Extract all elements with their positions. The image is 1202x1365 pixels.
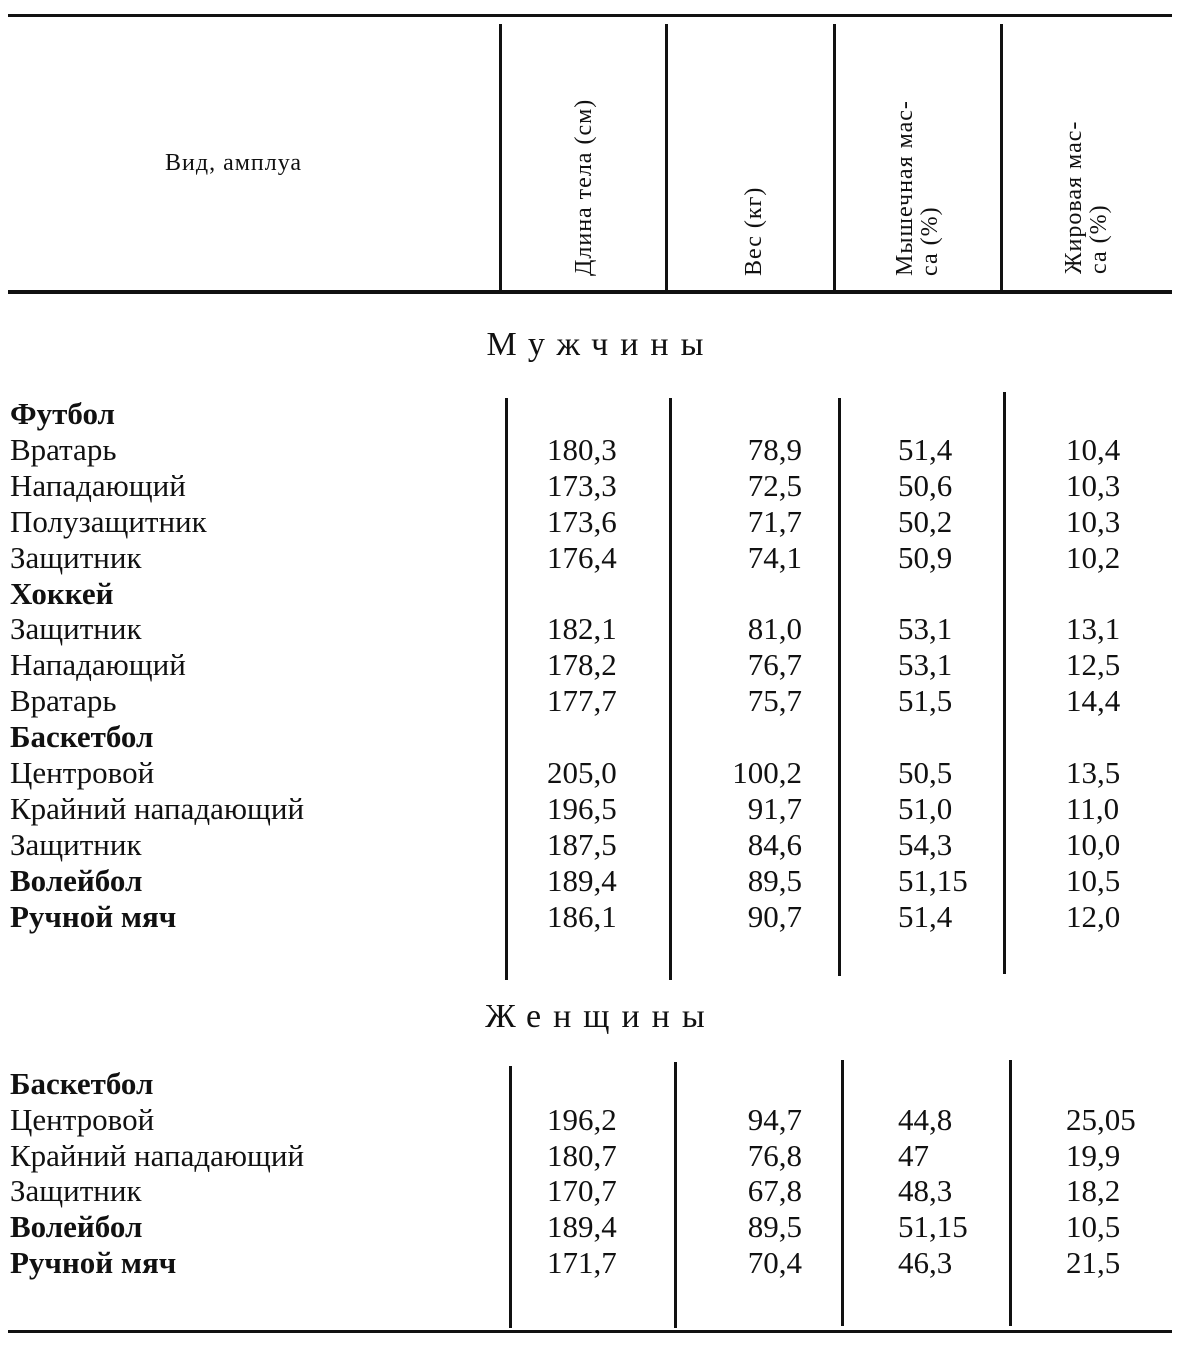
row-label: Нападающий — [10, 467, 186, 503]
body-length-cell: 176,4 — [547, 539, 617, 575]
row-label: Баскетбол — [10, 1066, 154, 1101]
body-length-cell: 196,5 — [547, 790, 617, 826]
body-length-cell: 173,3 — [547, 467, 617, 503]
weight-cell: 90,7 — [747, 898, 802, 934]
weight-cell: 89,5 — [747, 862, 802, 898]
table-row-group — [0, 1245, 1202, 1281]
header-body-length-line: Длина тела (см) — [571, 98, 597, 276]
weight-cell: 81,0 — [747, 611, 802, 647]
row-label: Волейбол — [10, 862, 143, 898]
muscle-mass-cell: 53,1 — [898, 647, 953, 683]
header-body-length — [572, 99, 597, 276]
muscle-mass-cell: 50,5 — [898, 755, 953, 790]
row-label: Ручной мяч — [10, 1245, 177, 1280]
body-length-cell: 178,2 — [547, 647, 617, 683]
row-label: Крайний нападающий — [10, 790, 305, 826]
fat-mass-cell: 12,5 — [1066, 647, 1121, 683]
body-length-cell: 180,3 — [547, 431, 617, 467]
body-length-cell: 187,5 — [547, 826, 617, 862]
body-length-cell: 170,7 — [547, 1173, 617, 1209]
table-row-group — [0, 396, 1202, 432]
body-length-cell: 186,1 — [547, 898, 617, 934]
table-row-group — [0, 899, 1202, 935]
muscle-mass-cell: 50,2 — [898, 503, 953, 539]
row-label: Центровой — [10, 1101, 155, 1137]
weight-cell: 89,5 — [747, 1209, 802, 1245]
row-label: Полузащитник — [10, 503, 207, 539]
muscle-mass-cell: 50,6 — [898, 467, 953, 503]
header-divider — [833, 24, 836, 290]
table-row-group — [0, 719, 1202, 755]
weight-cell: 71,7 — [747, 503, 802, 539]
header-sport-role: Вид, амплуа — [165, 150, 303, 176]
table-row — [0, 683, 1202, 719]
fat-mass-cell: 11,0 — [1066, 790, 1120, 826]
header-fat-mass-line: Жировая мас- — [1061, 120, 1087, 274]
section-title-women: Женщины — [485, 998, 717, 1035]
row-label: Футбол — [10, 396, 115, 431]
fat-mass-cell: 18,2 — [1066, 1173, 1121, 1209]
fat-mass-cell: 10,5 — [1066, 1209, 1121, 1245]
header-weight — [742, 187, 767, 276]
header-muscle-mass-line: Мышечная мас- — [892, 100, 918, 276]
fat-mass-cell: 10,2 — [1066, 539, 1121, 575]
row-label: Защитник — [10, 826, 142, 862]
header-divider — [665, 24, 668, 290]
row-label: Защитник — [10, 1173, 142, 1209]
table-row — [0, 755, 1202, 791]
section-title-men: Мужчины — [486, 326, 716, 363]
fat-mass-cell: 10,5 — [1066, 862, 1121, 898]
row-label: Вратарь — [10, 683, 117, 719]
row-label: Нападающий — [10, 647, 186, 683]
muscle-mass-cell: 51,5 — [898, 683, 953, 719]
table-row-group — [0, 1209, 1202, 1245]
muscle-mass-cell: 44,8 — [898, 1101, 953, 1137]
body-length-cell: 189,4 — [547, 1209, 617, 1245]
fat-mass-cell: 21,5 — [1066, 1245, 1121, 1280]
muscle-mass-cell: 51,0 — [898, 790, 953, 826]
weight-cell: 72,5 — [747, 467, 802, 503]
weight-cell: 70,4 — [747, 1245, 802, 1280]
weight-cell: 84,6 — [747, 826, 802, 862]
header-weight-line: Вес (кг) — [741, 186, 767, 276]
weight-cell: 75,7 — [747, 683, 802, 719]
header-muscle-mass — [893, 100, 943, 276]
row-label: Волейбол — [10, 1209, 143, 1245]
table-row — [0, 827, 1202, 863]
muscle-mass-cell: 54,3 — [898, 826, 953, 862]
header-fat-mass — [1062, 121, 1112, 274]
muscle-mass-cell: 46,3 — [898, 1245, 953, 1280]
row-label: Центровой — [10, 755, 155, 790]
table-row — [0, 504, 1202, 540]
table-row — [0, 1138, 1202, 1174]
header-fat-mass-line: са (%) — [1086, 204, 1112, 274]
weight-cell: 78,9 — [747, 431, 802, 467]
table-row — [0, 432, 1202, 468]
table-row — [0, 1102, 1202, 1138]
table-row — [0, 791, 1202, 827]
fat-mass-cell: 12,0 — [1066, 898, 1121, 934]
weight-cell: 67,8 — [747, 1173, 802, 1209]
body-length-cell: 189,4 — [547, 862, 617, 898]
weight-cell: 74,1 — [747, 539, 802, 575]
fat-mass-cell: 10,3 — [1066, 467, 1121, 503]
row-label: Вратарь — [10, 431, 117, 467]
muscle-mass-cell: 51,4 — [898, 898, 953, 934]
fat-mass-cell: 25,05 — [1066, 1101, 1136, 1137]
muscle-mass-cell: 47 — [898, 1137, 929, 1173]
row-label: Ручной мяч — [10, 898, 177, 934]
table-row — [0, 468, 1202, 504]
fat-mass-cell: 13,1 — [1066, 611, 1121, 647]
table-row — [0, 611, 1202, 647]
fat-mass-cell: 14,4 — [1066, 683, 1121, 719]
muscle-mass-cell: 48,3 — [898, 1173, 953, 1209]
table-row — [0, 1173, 1202, 1209]
top-rule — [8, 14, 1172, 17]
header-rule — [8, 290, 1172, 294]
body-length-cell: 180,7 — [547, 1137, 617, 1173]
table-row — [0, 647, 1202, 683]
row-label: Баскетбол — [10, 719, 154, 755]
header-muscle-mass-line: са (%) — [917, 206, 943, 276]
fat-mass-cell: 10,0 — [1066, 826, 1121, 862]
row-label: Хоккей — [10, 575, 114, 611]
body-length-cell: 182,1 — [547, 611, 617, 647]
fat-mass-cell: 10,4 — [1066, 431, 1121, 467]
weight-cell: 91,7 — [747, 790, 802, 826]
weight-cell: 76,7 — [747, 647, 802, 683]
row-label: Крайний нападающий — [10, 1137, 305, 1173]
row-label: Защитник — [10, 611, 142, 647]
bottom-rule — [8, 1330, 1172, 1333]
fat-mass-cell: 19,9 — [1066, 1137, 1121, 1173]
body-length-cell: 177,7 — [547, 683, 617, 719]
body-length-cell: 205,0 — [547, 755, 617, 790]
fat-mass-cell: 10,3 — [1066, 503, 1121, 539]
muscle-mass-cell: 53,1 — [898, 611, 953, 647]
row-label: Защитник — [10, 539, 142, 575]
fat-mass-cell: 13,5 — [1066, 755, 1121, 790]
header-divider — [499, 24, 502, 290]
table-row-group — [0, 863, 1202, 899]
weight-cell: 94,7 — [747, 1101, 802, 1137]
weight-cell: 76,8 — [747, 1137, 802, 1173]
muscle-mass-cell: 51,15 — [898, 1209, 968, 1245]
table-row-group — [0, 576, 1202, 612]
muscle-mass-cell: 50,9 — [898, 539, 953, 575]
body-length-cell: 173,6 — [547, 503, 617, 539]
weight-cell: 100,2 — [732, 755, 802, 790]
body-length-cell: 196,2 — [547, 1101, 617, 1137]
muscle-mass-cell: 51,15 — [898, 862, 968, 898]
muscle-mass-cell: 51,4 — [898, 431, 953, 467]
header-divider — [1000, 24, 1003, 290]
table-row-group — [0, 1066, 1202, 1102]
body-length-cell: 171,7 — [547, 1245, 617, 1280]
table-row — [0, 540, 1202, 576]
